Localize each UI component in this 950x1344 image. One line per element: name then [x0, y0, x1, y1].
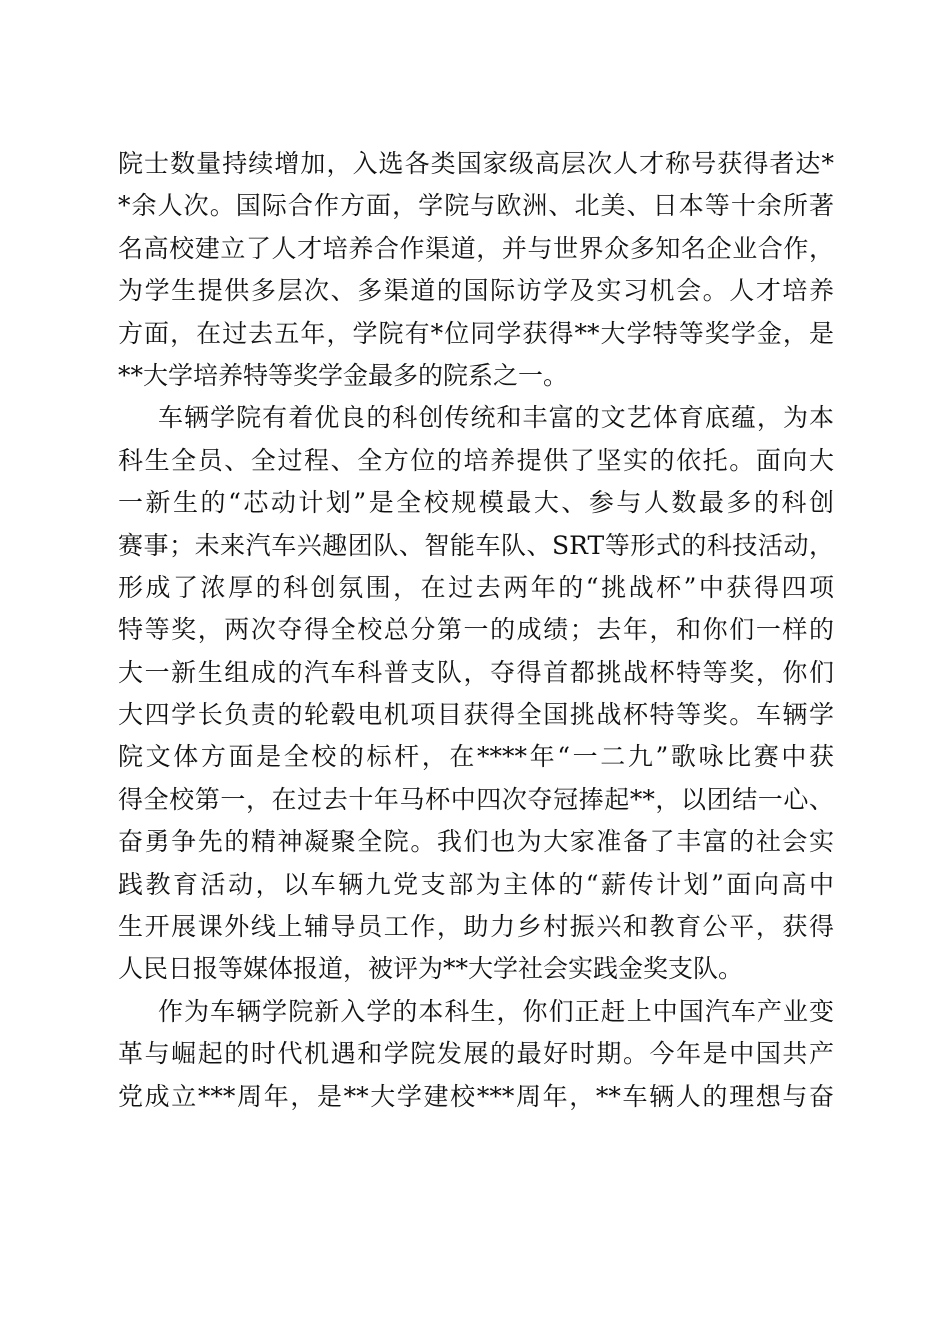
- text-line: 赛事；未来汽车兴趣团队、智能车队、SRT等形式的科技活动，: [118, 530, 834, 560]
- text-line: 人民日报等媒体报道，被评为**大学社会实践金奖支队。: [118, 954, 744, 984]
- text-line: 生开展课外线上辅导员工作，助力乡村振兴和教育公平，获得: [118, 912, 834, 942]
- text-line: *余人次。国际合作方面，学院与欧洲、北美、日本等十余所著: [118, 191, 834, 221]
- text-line: 特等奖，两次夺得全校总分第一的成绩；去年，和你们一样的: [118, 615, 834, 645]
- text-line: 得全校第一，在过去十年马杯中四次夺冠捧起**，以团结一心、: [118, 784, 834, 814]
- text-line: 作为车辆学院新入学的本科生，你们正赶上中国汽车产业变: [158, 996, 834, 1026]
- text-line: 形成了浓厚的科创氛围，在过去两年的“挑战杯”中获得四项: [118, 572, 834, 602]
- body-text: [118, 143, 834, 1118]
- text-line: 名高校建立了人才培养合作渠道，并与世界众多知名企业合作，: [118, 233, 834, 263]
- text-line: 奋勇争先的精神凝聚全院。我们也为大家准备了丰富的社会实: [118, 827, 834, 857]
- text-line: 大一新生组成的汽车科普支队，夺得首都挑战杯特等奖，你们: [118, 657, 834, 687]
- text-line: 车辆学院有着优良的科创传统和丰富的文艺体育底蕴，为本: [158, 403, 834, 433]
- text-line: 院文体方面是全校的标杆，在****年“一二九”歌咏比赛中获: [118, 742, 834, 772]
- text-line: 科生全员、全过程、全方位的培养提供了坚实的依托。面向大: [118, 445, 834, 475]
- text-line: 践教育活动，以车辆九党支部为主体的“薪传计划”面向高中: [118, 869, 834, 899]
- text-line: 方面，在过去五年，学院有*位同学获得**大学特等奖学金，是: [118, 318, 834, 348]
- text-line: 为学生提供多层次、多渠道的国际访学及实习机会。人才培养: [118, 276, 834, 306]
- text-line: 一新生的“芯动计划”是全校规模最大、参与人数最多的科创: [118, 488, 834, 518]
- text-line: 大四学长负责的轮毂电机项目获得全国挑战杯特等奖。车辆学: [118, 700, 834, 730]
- text-line: 院士数量持续增加，入选各类国家级高层次人才称号获得者达*: [118, 149, 834, 178]
- text-line: 党成立***周年，是**大学建校***周年，**车辆人的理想与奋: [118, 1081, 834, 1111]
- text-line: 革与崛起的时代机遇和学院发展的最好时期。今年是中国共产: [118, 1039, 834, 1069]
- text-line: **大学培养特等奖学金最多的院系之一。: [118, 360, 569, 390]
